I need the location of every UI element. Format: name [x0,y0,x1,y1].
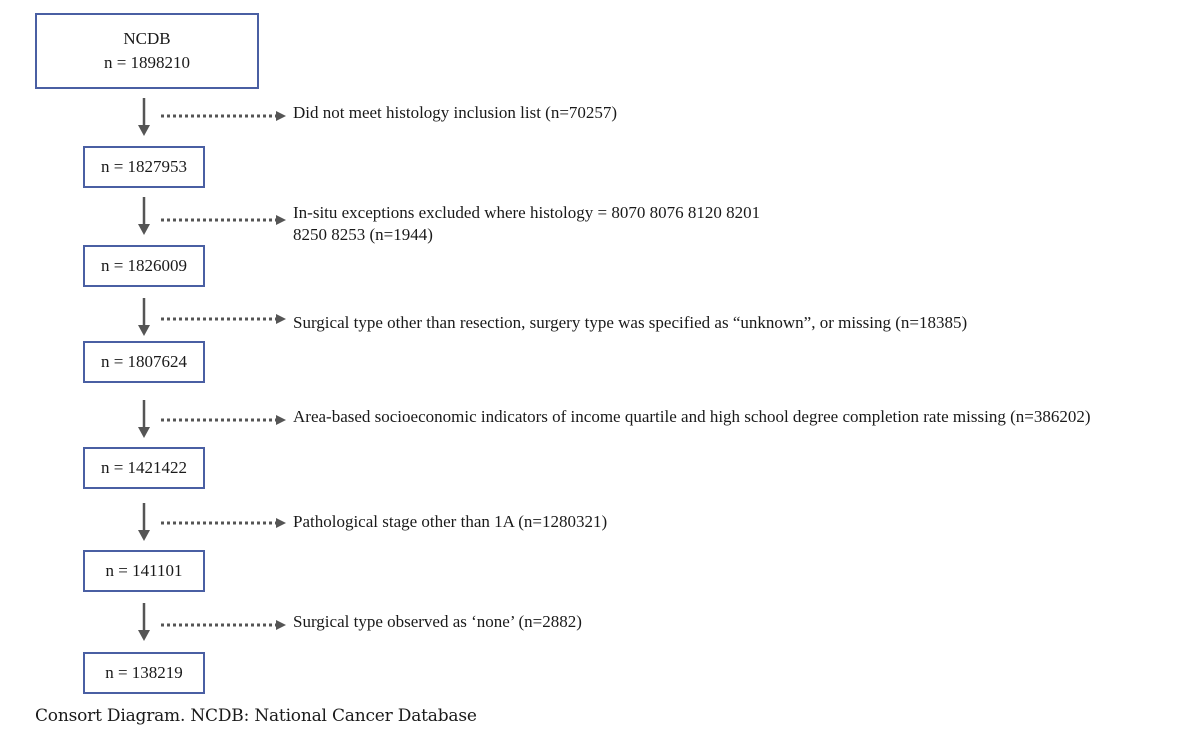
exclusion-text-2: In-situ exceptions excluded where histology = 8070 8076 8120 8201 8250 8253 (n=1944) [293,203,761,244]
dotted-arrowhead-4 [276,415,286,425]
source-title: NCDB [123,29,171,48]
down-arrowhead-4 [138,427,150,438]
dotted-arrowhead-3 [276,314,286,324]
exclusion-text-3: Surgical type other than resection, surgery type was specified as “unknown”, or missing (n=18385) [293,313,968,332]
figure-caption: Consort Diagram. NCDB: National Cancer Database [35,706,477,726]
count-box-3: n = 1807624 [83,341,205,383]
count-box-6: n = 138219 [83,652,205,694]
dotted-arrowhead-6 [276,620,286,630]
count-box-2: n = 1826009 [83,245,205,287]
exclusion-text-5: Pathological stage other than 1A (n=1280321) [293,512,608,531]
count-box-4: n = 1421422 [83,447,205,489]
dotted-arrowhead-2 [276,215,286,225]
count-box-1: n = 1827953 [83,146,205,188]
exclusion-text-1: Did not meet histology inclusion list (n=70257) [293,103,618,122]
down-arrowhead-5 [138,530,150,541]
source-count: n = 1898210 [103,53,191,72]
exclusion-text-4: Area-based socioeconomic indicators of income quartile and high school degree completion rate missing (n=386202) [293,407,1091,426]
dotted-arrowhead-1 [276,111,286,121]
count-box-5: n = 141101 [83,550,205,592]
down-arrowhead-1 [138,125,150,136]
down-arrowhead-6 [138,630,150,641]
down-arrowhead-3 [138,325,150,336]
dotted-arrowhead-5 [276,518,286,528]
down-arrowhead-2 [138,224,150,235]
exclusion-text-6: Surgical type observed as ‘none’ (n=2882) [293,612,582,631]
